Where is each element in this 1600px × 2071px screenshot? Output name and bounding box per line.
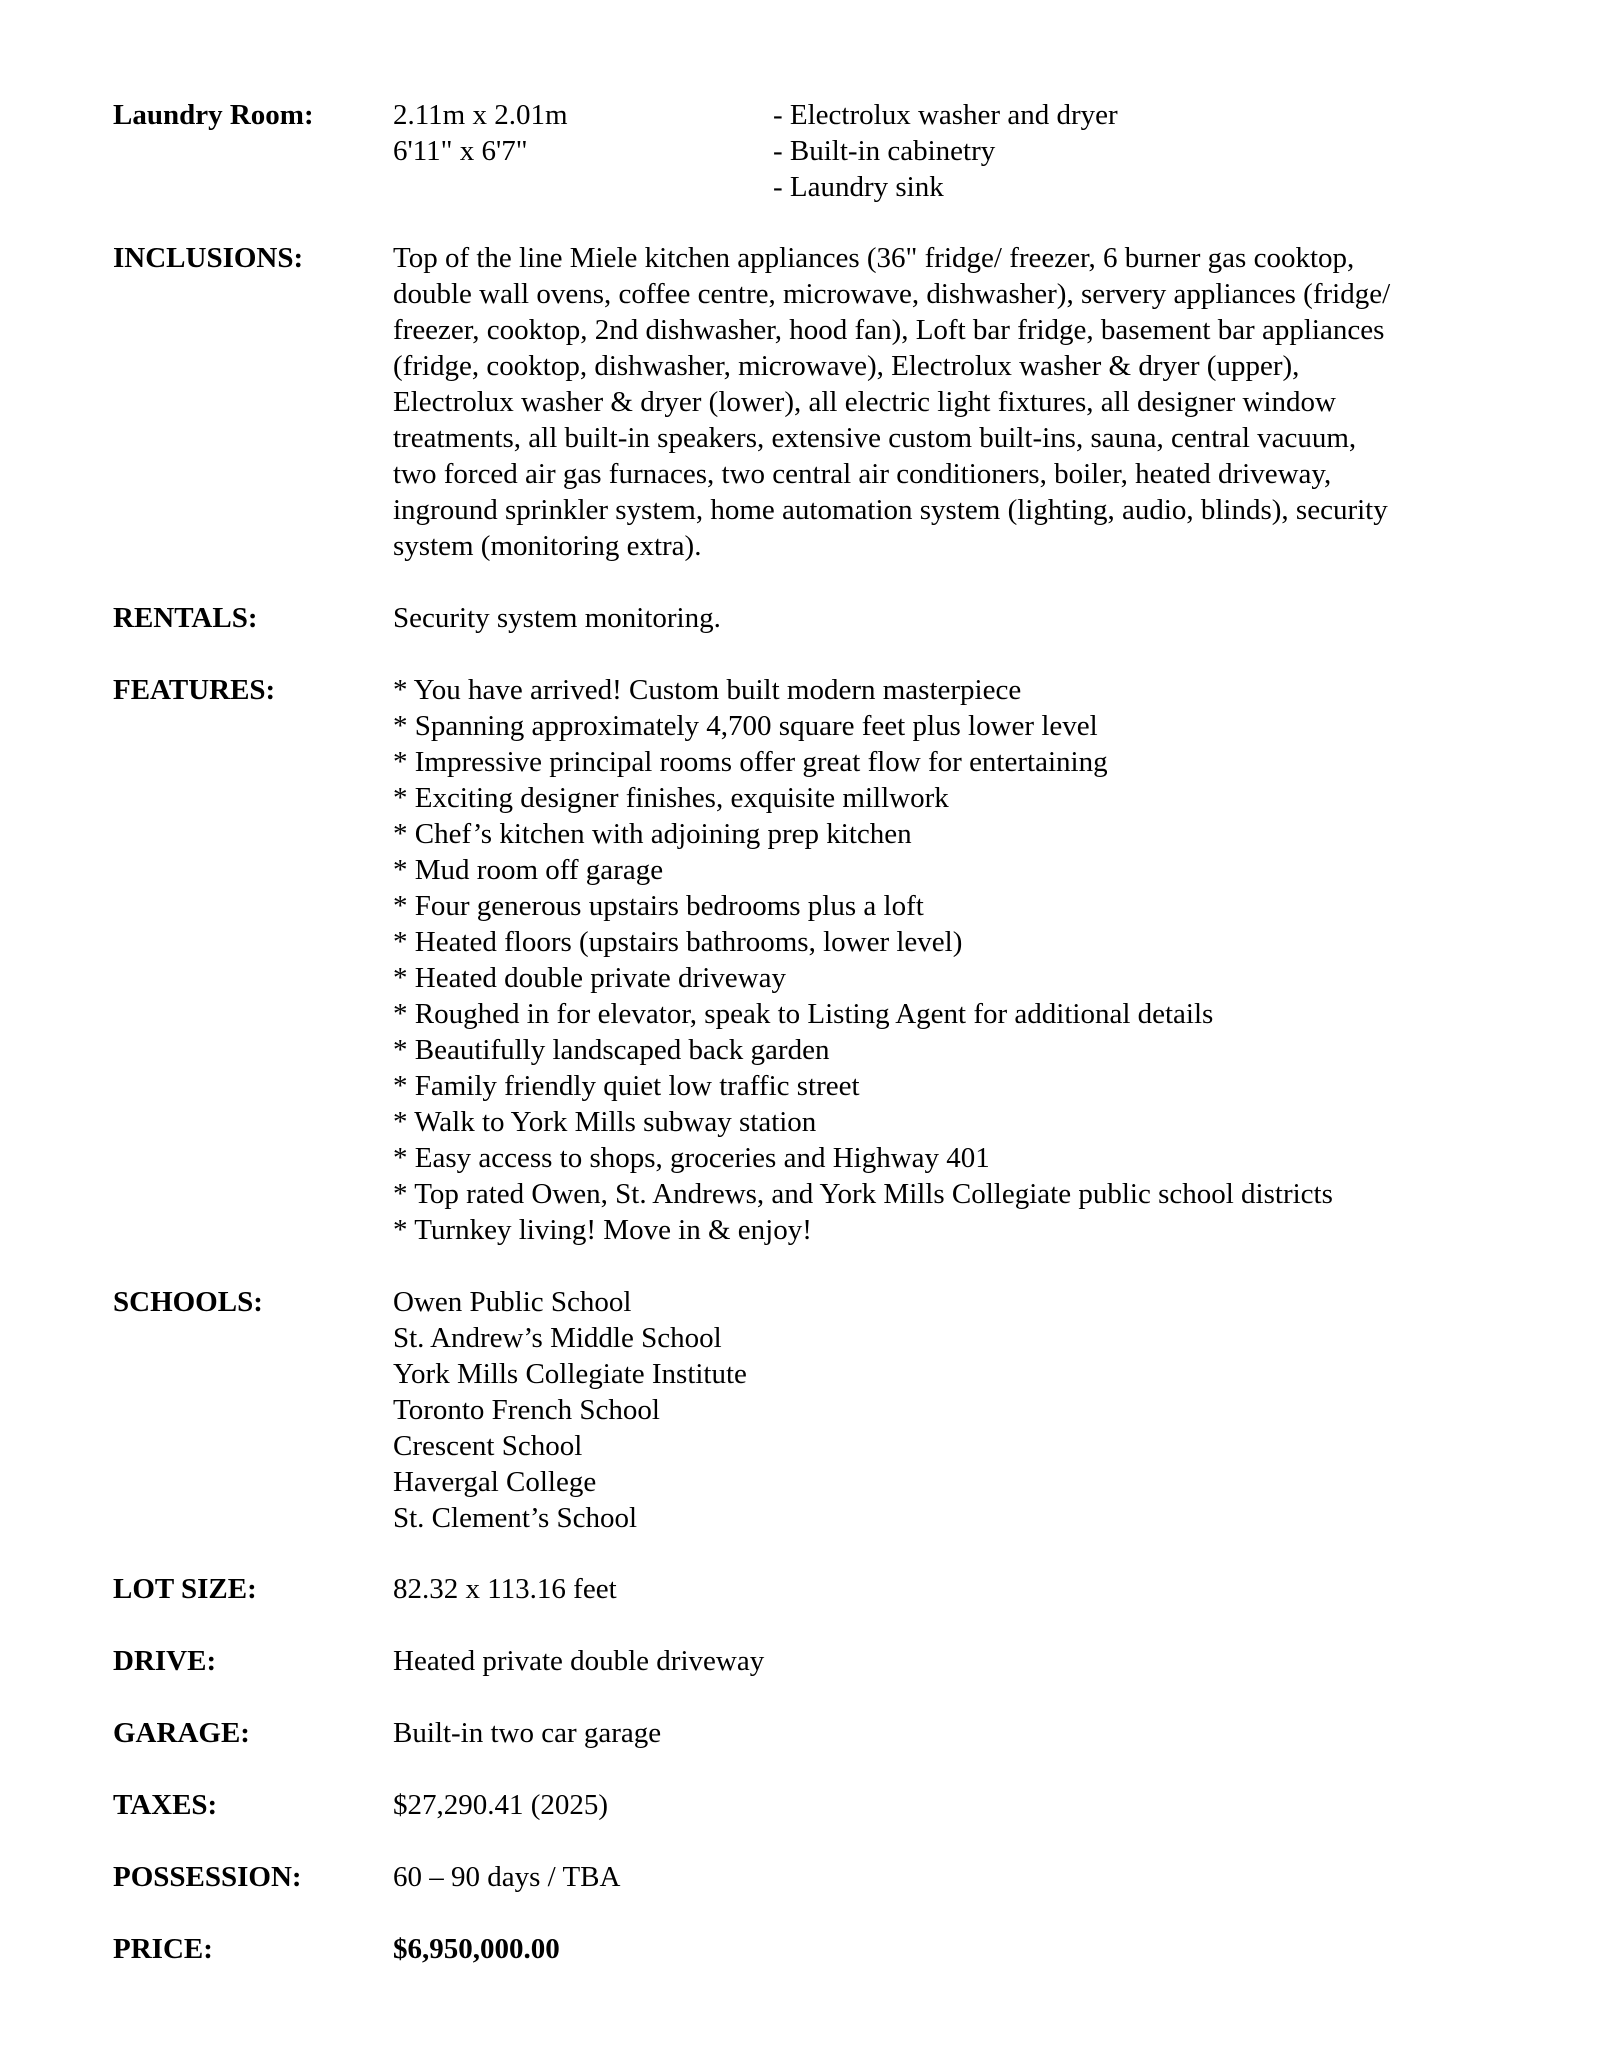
inclusions-line: double wall ovens, coffee centre, microwave, dishwasher), servery appliances (fridge/	[393, 278, 1391, 310]
feature-item: * Family friendly quiet low traffic street	[393, 1070, 860, 1102]
inclusions-line: Top of the line Miele kitchen appliances (36" fridge/ freezer, 6 burner gas cooktop,	[393, 242, 1355, 274]
laundry-note: - Laundry sink	[773, 171, 944, 203]
inclusions-line: system (monitoring extra).	[393, 530, 702, 562]
inclusions-section	[113, 240, 1533, 564]
feature-item: * Easy access to shops, groceries and Highway 401	[393, 1142, 990, 1174]
laundry-note: - Built-in cabinetry	[773, 135, 996, 167]
inclusions-line: two forced air gas furnaces, two central air conditioners, boiler, heated driveway,	[393, 458, 1332, 490]
feature-item: * Mud room off garage	[393, 854, 664, 886]
laundry-room-dimensions	[393, 97, 773, 205]
garage-section	[113, 1715, 1533, 1751]
school-item: Toronto French School	[393, 1394, 660, 1426]
feature-item: * Roughed in for elevator, speak to Listing Agent for additional details	[393, 998, 1214, 1030]
school-item: Havergal College	[393, 1466, 597, 1498]
school-item: Owen Public School	[393, 1286, 632, 1318]
garage-value: Built-in two car garage	[393, 1717, 662, 1749]
possession-section	[113, 1859, 1533, 1895]
inclusions-line: freezer, cooktop, 2nd dishwasher, hood fan), Loft bar fridge, basement bar appliances	[393, 314, 1385, 346]
taxes-value: $27,290.41 (2025)	[393, 1789, 609, 1821]
garage-label: GARAGE:	[113, 1717, 250, 1749]
lot-size-value: 82.32 x 113.16 feet	[393, 1573, 617, 1605]
school-item: St. Andrew’s Middle School	[393, 1322, 722, 1354]
inclusions-line: (fridge, cooktop, dishwasher, microwave), Electrolux washer & dryer (upper),	[393, 350, 1300, 382]
drive-value: Heated private double driveway	[393, 1645, 765, 1677]
inclusions-line: treatments, all built-in speakers, extensive custom built-ins, sauna, central vacuum,	[393, 422, 1357, 454]
school-item: St. Clement’s School	[393, 1502, 638, 1534]
lot-size-label: LOT SIZE:	[113, 1573, 257, 1605]
taxes-label: TAXES:	[113, 1789, 218, 1821]
price-value: $6,950,000.00	[393, 1933, 560, 1965]
price-section	[113, 1931, 1533, 1967]
lot-size-section	[113, 1571, 1533, 1607]
feature-item: * Heated floors (upstairs bathrooms, lower level)	[393, 926, 963, 958]
possession-label: POSSESSION:	[113, 1861, 302, 1893]
feature-item: * Impressive principal rooms offer great flow for entertaining	[393, 746, 1108, 778]
features-list	[393, 672, 1533, 1248]
schools-label: SCHOOLS:	[113, 1286, 263, 1318]
inclusions-line: Electrolux washer & dryer (lower), all electric light fixtures, all designer window	[393, 386, 1336, 418]
school-item: Crescent School	[393, 1430, 583, 1462]
feature-item: * Turnkey living! Move in & enjoy!	[393, 1214, 812, 1246]
feature-item: * Four generous upstairs bedrooms plus a loft	[393, 890, 924, 922]
drive-label: DRIVE:	[113, 1645, 217, 1677]
rentals-value: Security system monitoring.	[393, 602, 721, 634]
feature-item: * Spanning approximately 4,700 square feet plus lower level	[393, 710, 1098, 742]
taxes-section	[113, 1787, 1533, 1823]
feature-item: * You have arrived! Custom built modern masterpiece	[393, 674, 1022, 706]
laundry-room-notes	[773, 97, 1533, 205]
features-label: FEATURES:	[113, 674, 276, 706]
feature-item: * Walk to York Mills subway station	[393, 1106, 817, 1138]
inclusions-line: inground sprinkler system, home automation system (lighting, audio, blinds), security	[393, 494, 1388, 526]
laundry-note: - Electrolux washer and dryer	[773, 99, 1118, 131]
school-item: York Mills Collegiate Institute	[393, 1358, 747, 1390]
rentals-section	[113, 600, 1533, 636]
schools-list	[393, 1284, 1533, 1536]
laundry-room-label: Laundry Room:	[113, 99, 314, 131]
inclusions-label: INCLUSIONS:	[113, 242, 304, 274]
schools-section	[113, 1284, 1533, 1536]
inclusions-text	[393, 240, 1533, 564]
possession-value: 60 – 90 days / TBA	[393, 1861, 621, 1893]
feature-item: * Heated double private driveway	[393, 962, 786, 994]
feature-item: * Chef’s kitchen with adjoining prep kitchen	[393, 818, 912, 850]
drive-section	[113, 1643, 1533, 1679]
laundry-dim-metric: 2.11m x 2.01m	[393, 99, 568, 131]
feature-item: * Beautifully landscaped back garden	[393, 1034, 830, 1066]
laundry-dim-imperial: 6'11" x 6'7"	[393, 135, 528, 167]
rentals-label: RENTALS:	[113, 602, 258, 634]
laundry-room-section	[113, 97, 1533, 205]
feature-item: * Top rated Owen, St. Andrews, and York Mills Collegiate public school districts	[393, 1178, 1333, 1210]
price-label: PRICE:	[113, 1933, 213, 1965]
features-section	[113, 672, 1533, 1248]
feature-item: * Exciting designer finishes, exquisite millwork	[393, 782, 949, 814]
